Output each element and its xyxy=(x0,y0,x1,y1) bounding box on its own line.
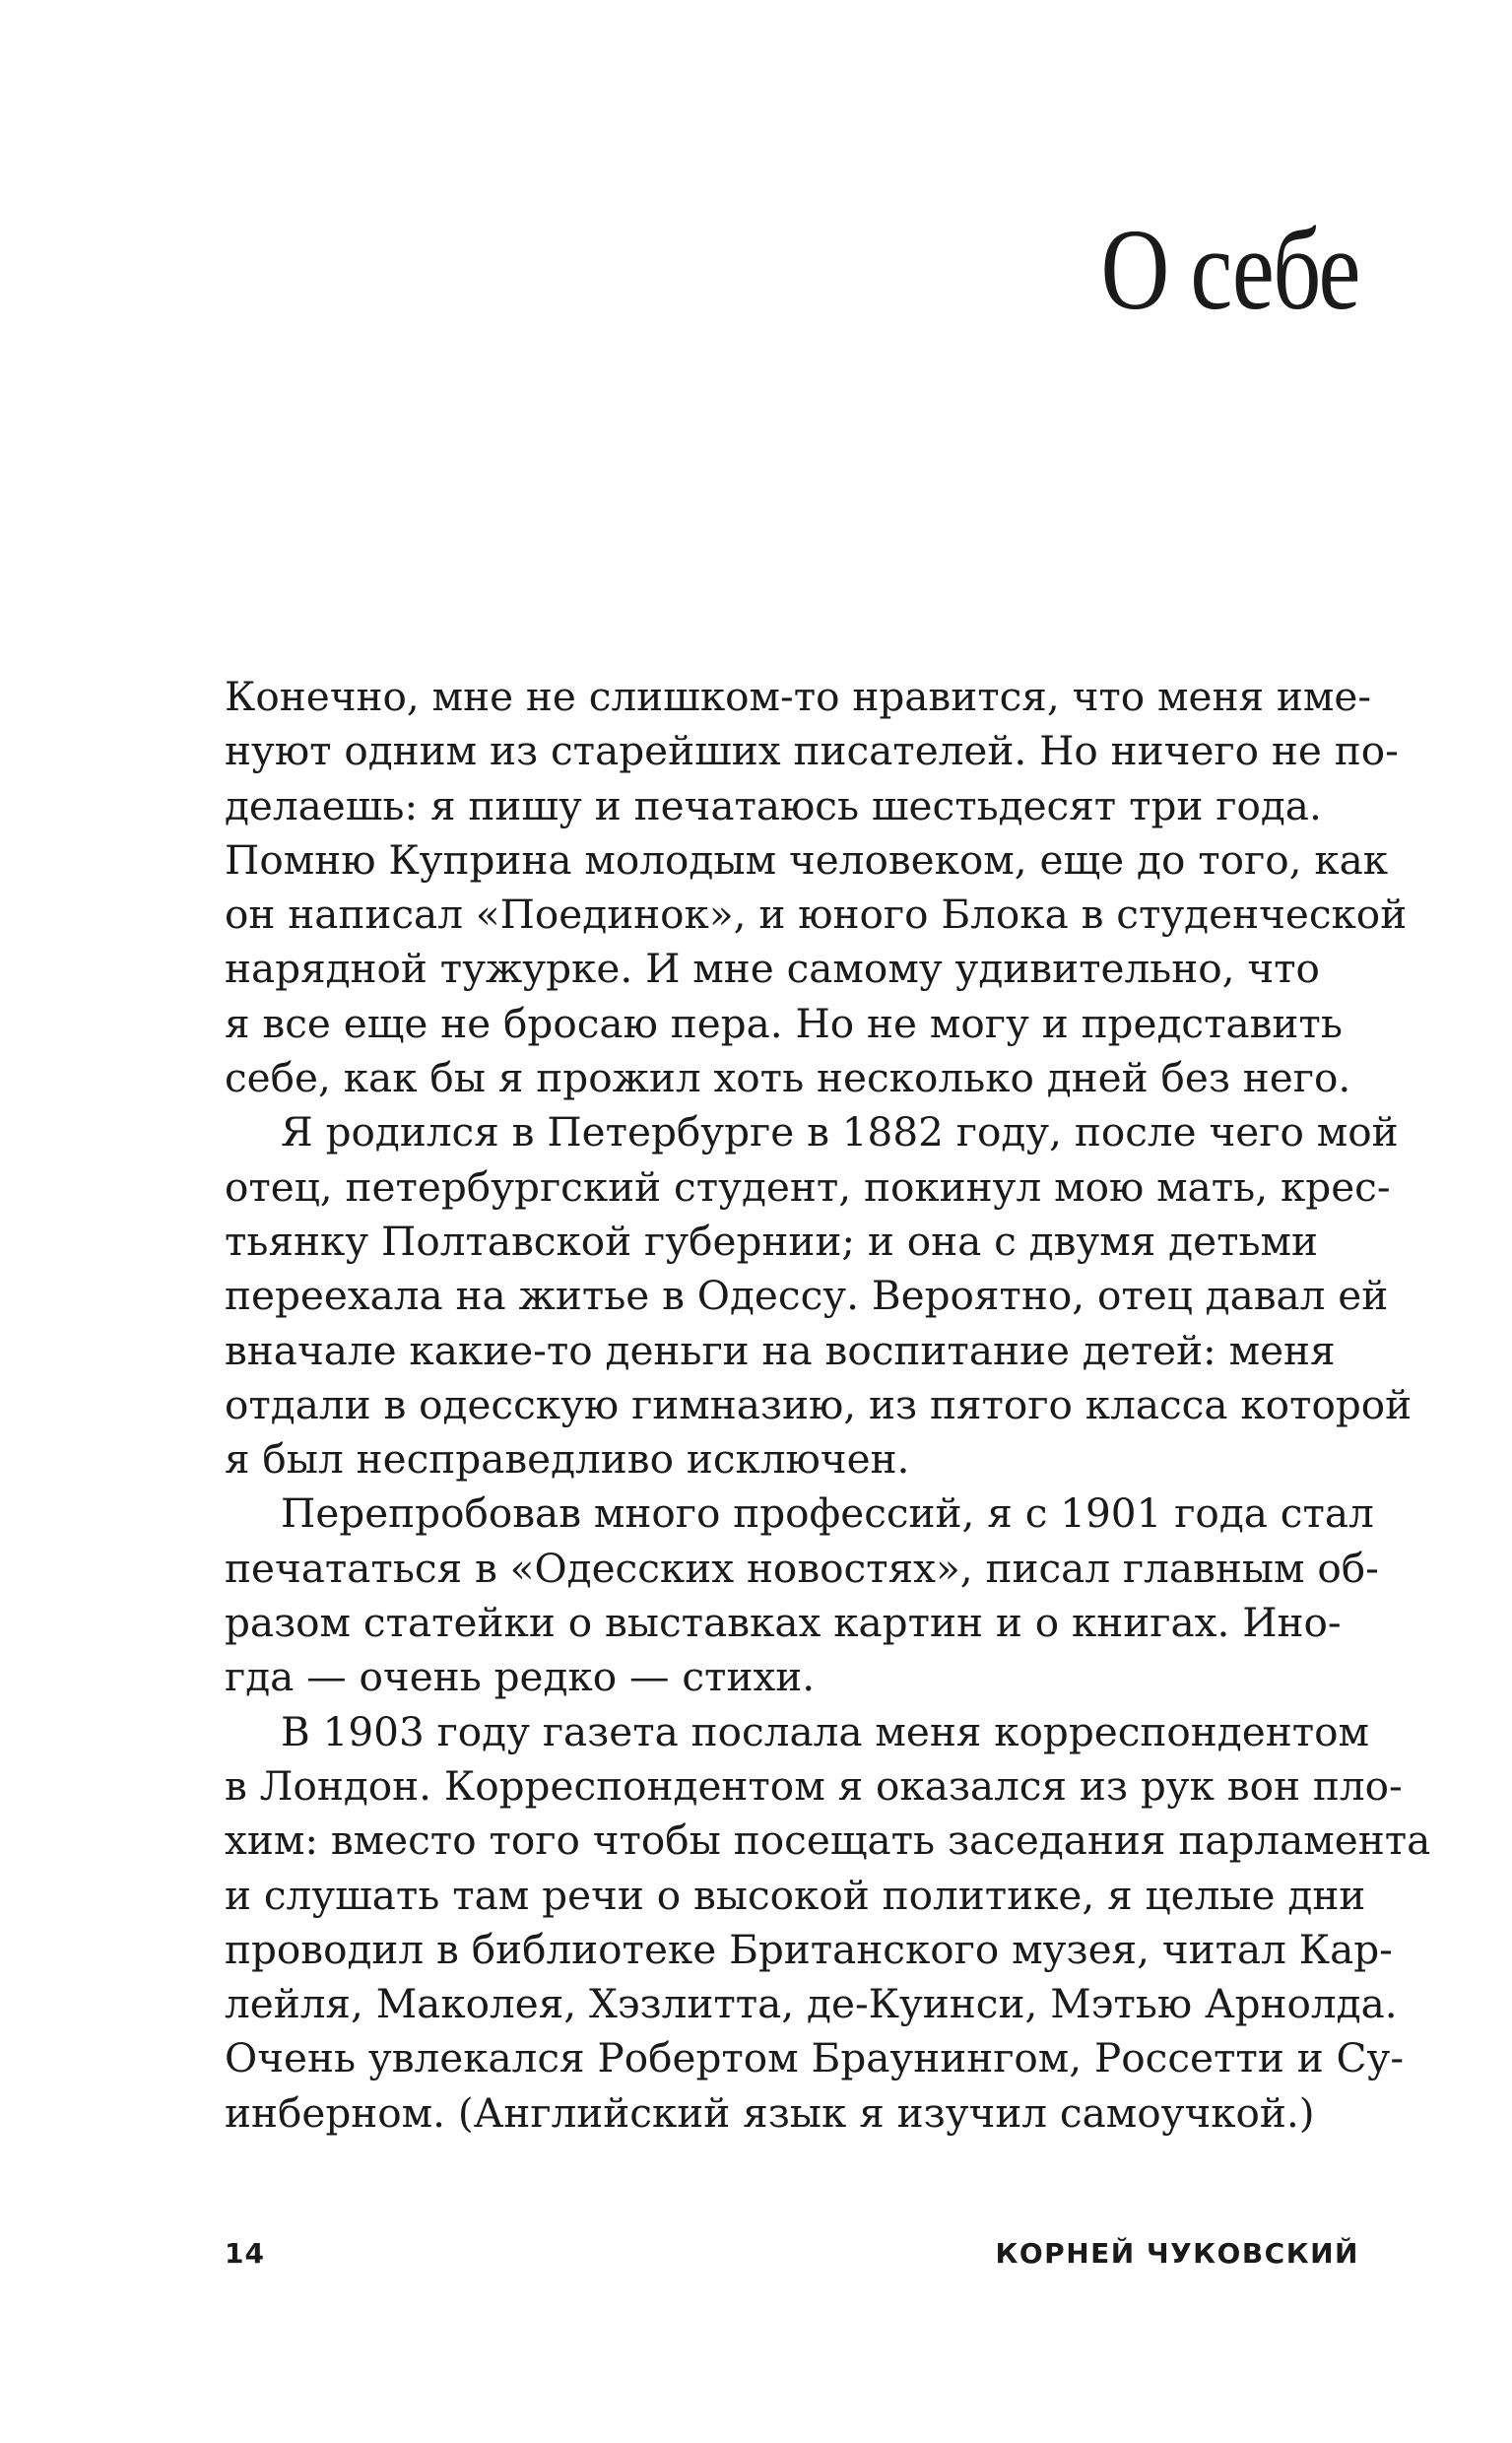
text-line: лейля, Маколея, Хэзлитта, де-Куинси, Мэтью Арнолда. xyxy=(225,1980,1398,2028)
text-line: В 1903 году газета послала меня корреспондентом xyxy=(281,1707,1369,1755)
text-line: Очень увлекался Робертом Браунингом, Россетти и Су- xyxy=(225,2034,1405,2082)
text-line: отдали в одесскую гимназию, из пятого класса которой xyxy=(225,1380,1413,1428)
text-line: тьянку Полтавской губернии; и она с двумя детьми xyxy=(225,1217,1319,1265)
page-title: О себе xyxy=(1100,205,1359,334)
text-line: отец, петербургский студент, покинул мою мать, крес- xyxy=(225,1162,1391,1211)
text-line: гда — очень редко — стихи. xyxy=(225,1653,816,1701)
text-line: разом статейки о выставках картин и о книгах. Ино- xyxy=(225,1599,1342,1647)
text-line: себе, как бы я прожил хоть несколько дней без него. xyxy=(225,1054,1351,1102)
text-line: Я родился в Петербурге в 1882 году, после чего мой xyxy=(281,1108,1399,1156)
text-line: я был несправедливо исключен. xyxy=(225,1435,910,1484)
running-head: КОРНЕЙ ЧУКОВСКИЙ xyxy=(995,2237,1359,2270)
text-line: Конечно, мне не слишком-то нравится, что меня име- xyxy=(225,673,1372,720)
text-line: нуют одним из старейших писателей. Но ничего не по- xyxy=(225,727,1399,775)
text-line: проводил в библиотеке Британского музея, читал Кар- xyxy=(225,1925,1393,1973)
text-line: нарядной тужурке. И мне самому удивительно, что xyxy=(225,945,1320,993)
text-line: Перепробовав много профессий, я с 1901 года стал xyxy=(281,1489,1374,1538)
text-line: печататься в «Одесских новостях», писал главным об- xyxy=(225,1544,1379,1592)
text-line: делаешь: я пишу и печатаюсь шестьдесят три года. xyxy=(225,781,1322,829)
text-line: переехала на житье в Одессу. Вероятно, отец давал ей xyxy=(225,1272,1389,1320)
text-line: и слушать там речи о высокой политике, я целые дни xyxy=(225,1871,1366,1919)
text-line: в Лондон. Корреспондентом я оказался из рук вон пло- xyxy=(225,1761,1403,1810)
text-line: Помню Куприна молодым человеком, еще до того, как xyxy=(225,835,1389,884)
body-text xyxy=(225,670,1431,2141)
text-line: инберном. (Английский язык я изучил самоучкой.) xyxy=(225,2088,1315,2137)
text-line: я все еще не бросаю пера. Но не могу и представить xyxy=(225,999,1343,1047)
text-line: хим: вместо того чтобы посещать заседания парламента xyxy=(225,1816,1431,1865)
text-line: он написал «Поединок», и юного Блока в студенческой xyxy=(225,891,1408,939)
text-line: вначале какие-то деньги на воспитание детей: меня xyxy=(225,1326,1336,1374)
page-number: 14 xyxy=(225,2237,265,2270)
